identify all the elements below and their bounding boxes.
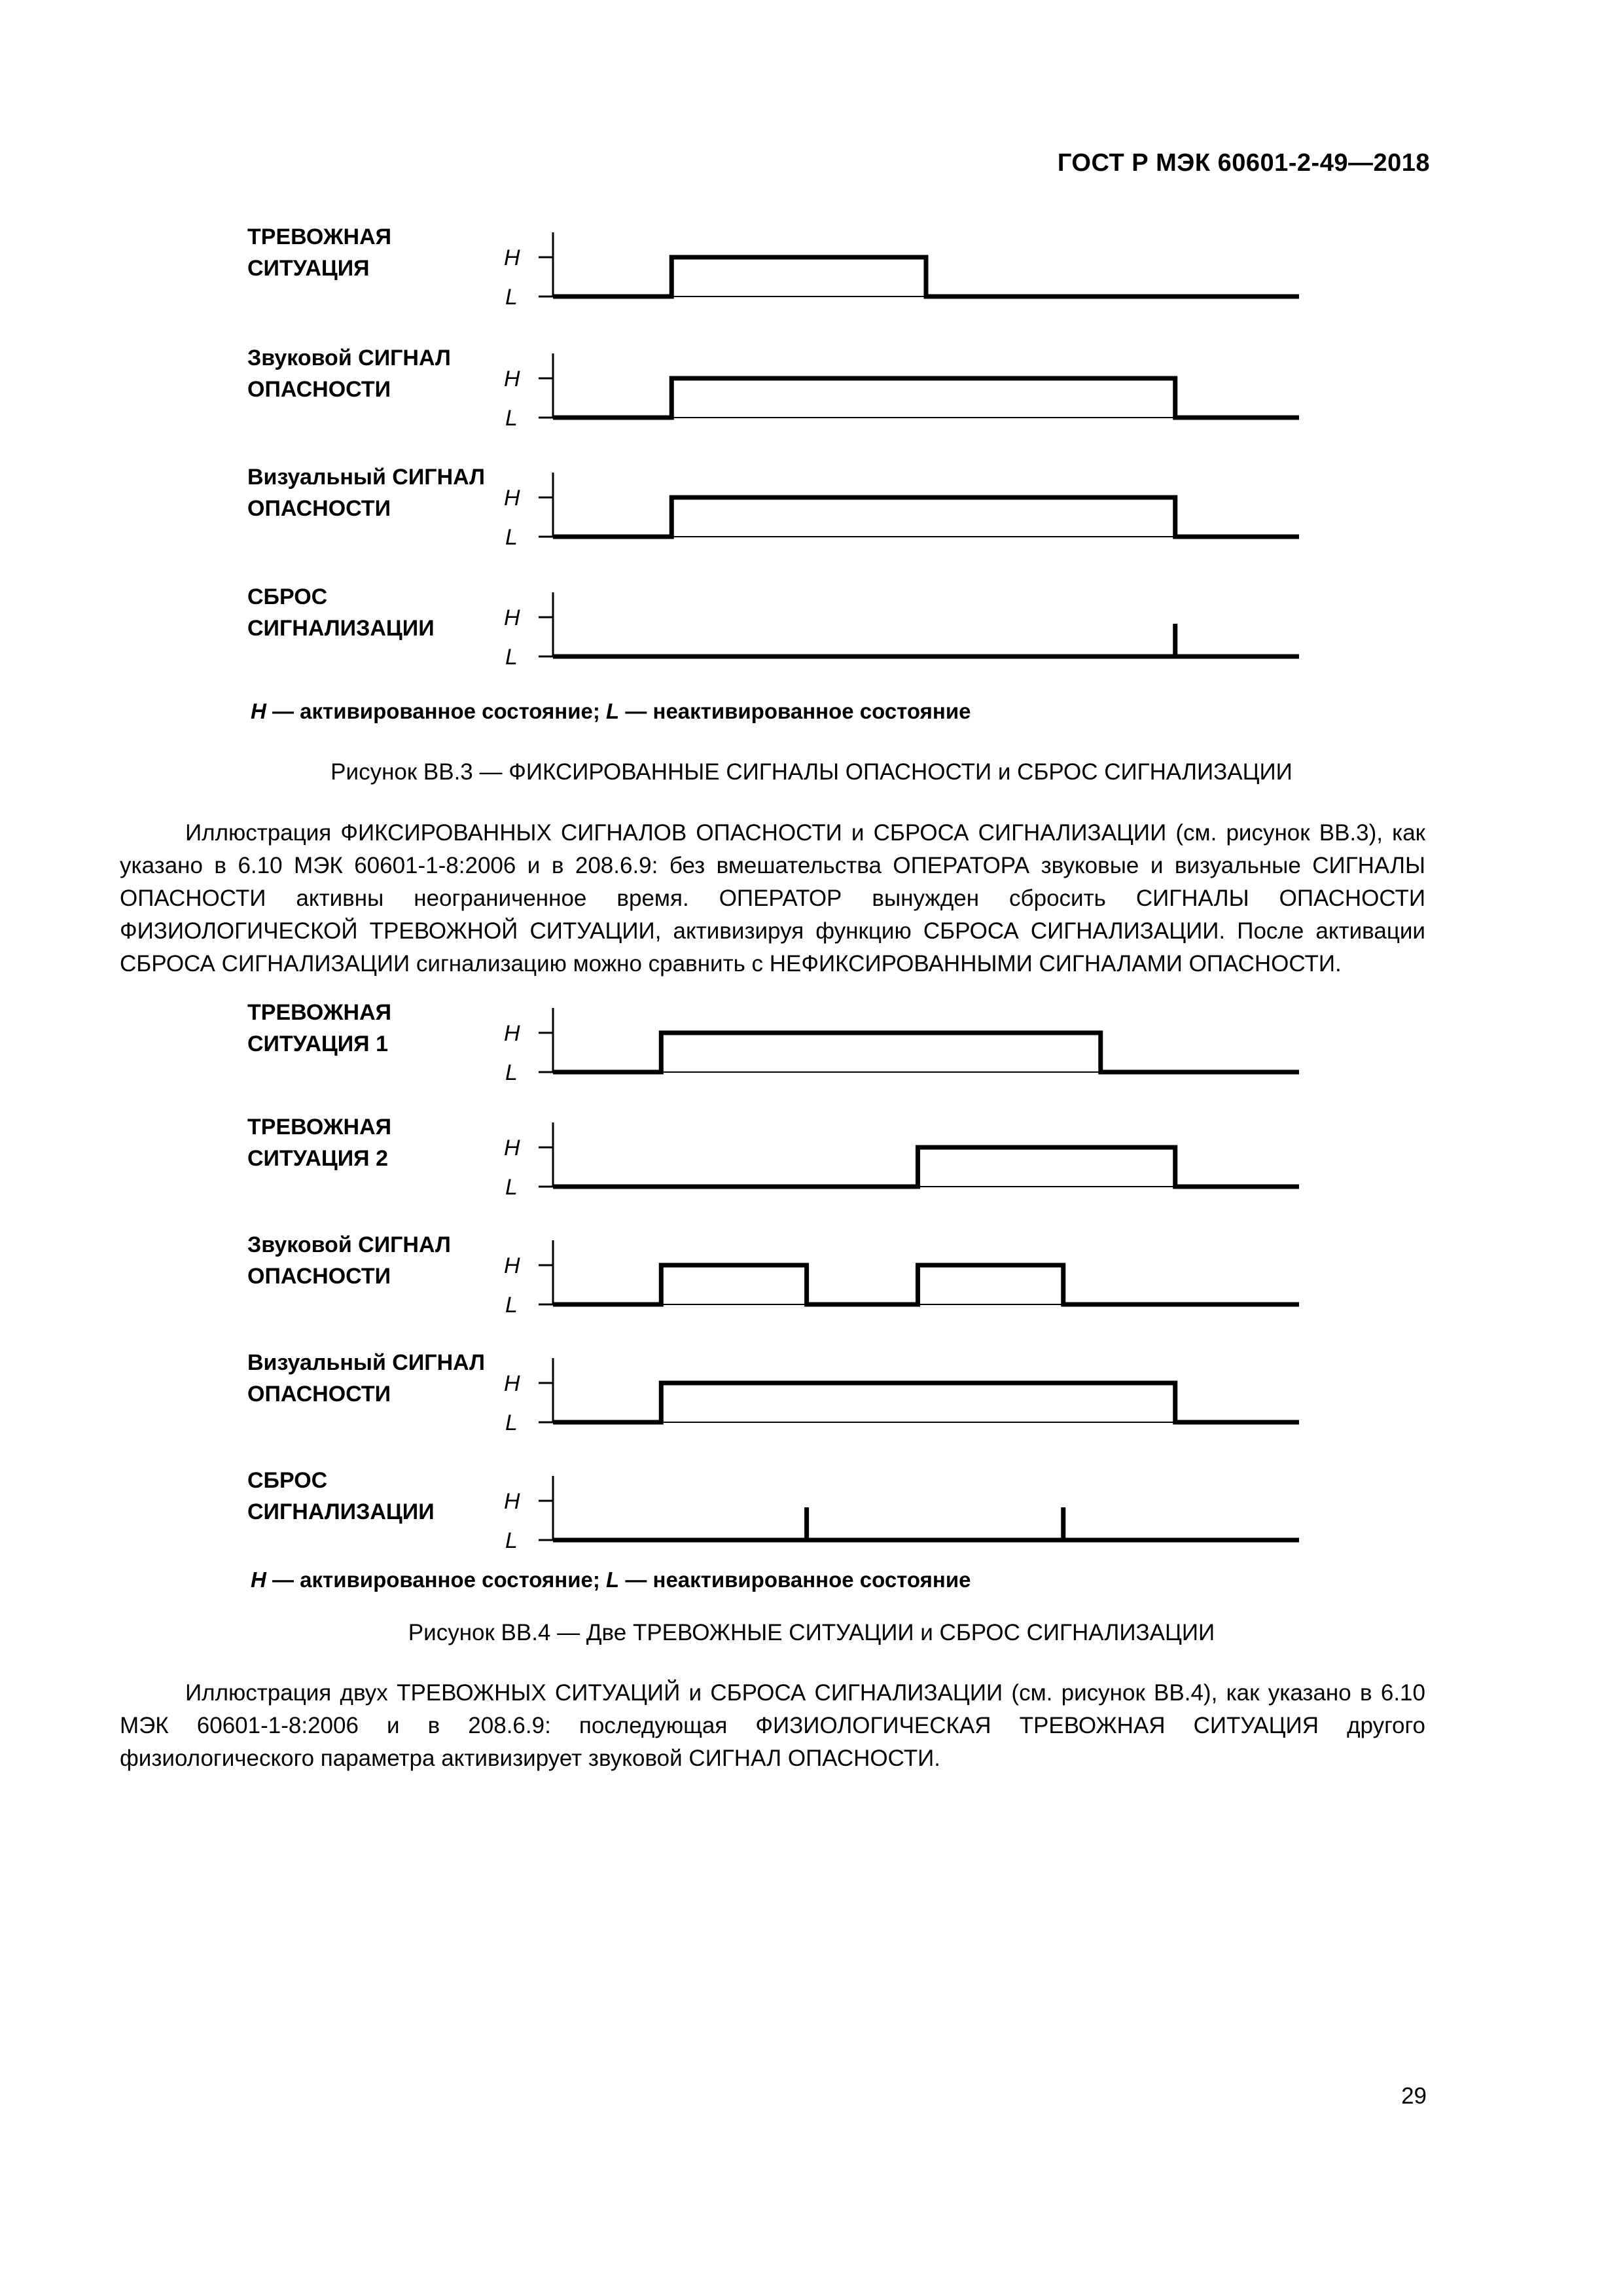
axis-letter-low: L	[505, 1528, 518, 1553]
bb4-signal-label: Визуальный СИГНАЛ	[247, 1350, 485, 1375]
axis-letter-high: H	[504, 486, 520, 511]
bb4-signal-label: СИТУАЦИЯ 1	[247, 1031, 388, 1056]
bb3-signal-label: ОПАСНОСТИ	[247, 496, 391, 521]
axis-letter-high: H	[504, 1021, 520, 1046]
bb4-legend: H — активированное состояние; L — неактивированное состояние	[251, 1568, 971, 1592]
bb3-signal-row-3	[247, 465, 1299, 550]
bb3-signal-waveform	[553, 497, 1299, 537]
axis-letter-high: H	[504, 605, 520, 630]
axis-letter-high: H	[504, 245, 520, 270]
bb4-signal-row-4	[247, 1350, 1299, 1435]
axis-letter-high: H	[504, 1489, 520, 1514]
bb4-signal-label: Звуковой СИГНАЛ	[247, 1232, 451, 1257]
axis-letter-low: L	[505, 525, 518, 550]
bb3-signal-label: Звуковой СИГНАЛ	[247, 346, 451, 370]
bb4-signal-label: СБРОС	[247, 1468, 328, 1493]
bb4-signal-waveform	[553, 1033, 1299, 1072]
bb3-signal-waveform	[553, 378, 1299, 418]
bb4-signal-label: ОПАСНОСТИ	[247, 1382, 391, 1407]
bb4-signal-waveform	[553, 1147, 1299, 1187]
axis-letter-high: H	[504, 1136, 520, 1160]
figure-bb4-timing-diagram	[0, 995, 1623, 1597]
axis-letter-low: L	[505, 1060, 518, 1085]
axis-letter-low: L	[505, 285, 518, 310]
axis-letter-low: L	[505, 1410, 518, 1435]
bb3-signal-label: ТРЕВОЖНАЯ	[247, 224, 392, 249]
figure-bb4-caption: Рисунок ВВ.4 — Две ТРЕВОЖНЫЕ СИТУАЦИИ и СБРОС СИГНАЛИЗАЦИИ	[408, 1620, 1215, 1645]
bb3-signal-row-2	[247, 346, 1299, 431]
bb3-signal-row-4	[247, 584, 1299, 670]
bb4-signal-label: ТРЕВОЖНАЯ	[247, 1115, 392, 1139]
bb3-signal-label: СИГНАЛИЗАЦИИ	[247, 616, 435, 641]
paragraph-1	[120, 817, 1425, 980]
bb4-signal-label: ОПАСНОСТИ	[247, 1264, 391, 1289]
paragraph-2-text: Иллюстрация двух ТРЕВОЖНЫХ СИТУАЦИЙ и СБРОСА СИГНАЛИЗАЦИИ (см. рисунок ВВ.4), как указано в 6.10 МЭК 60601-1-8:2006 и в 208.6.9: последующая ФИЗИОЛОГИЧЕСКАЯ ТРЕВОЖНАЯ СИТУАЦИЯ другого физиологического параметра активизирует звуковой СИГНАЛ ОПАСНОСТИ.	[120, 1680, 1425, 1771]
page-number: 29	[1401, 2083, 1427, 2109]
axis-letter-high: H	[504, 367, 520, 391]
bb3-signal-label: ОПАСНОСТИ	[247, 377, 391, 402]
bb3-signal-waveform	[553, 257, 1299, 296]
bb4-signal-row-3	[247, 1232, 1299, 1318]
figure-bb3-timing-diagram	[0, 216, 1623, 740]
paragraph-1-text: Иллюстрация ФИКСИРОВАННЫХ СИГНАЛОВ ОПАСНОСТИ и СБРОСА СИГНАЛИЗАЦИИ (см. рисунок ВВ.3), как указано в 6.10 МЭК 60601-1-8:2006 и в 208.6.9: без вмешательства ОПЕРАТОРА звуковые и визуальные СИГНАЛЫ ОПАСНОСТИ активны неограниченное время. ОПЕРАТОР вынужден сбросить СИГНАЛЫ ОПАСНОСТИ ФИЗИОЛОГИЧЕСКОЙ ТРЕВОЖНОЙ СИТУАЦИИ, активизируя функцию СБРОСА СИГНАЛИЗАЦИИ. После активации СБРОСА СИГНАЛИЗАЦИИ сигнализацию можно сравнить с НЕФИКСИРОВАННЫМИ СИГНАЛАМИ ОПАСНОСТИ.	[120, 820, 1425, 977]
bb3-signal-label: СБРОС	[247, 584, 328, 609]
bb4-signal-row-1	[247, 1000, 1299, 1085]
axis-letter-high: H	[504, 1371, 520, 1396]
bb4-signal-waveform	[553, 1383, 1299, 1422]
bb4-signal-row-5	[247, 1468, 1299, 1553]
bb4-signal-row-2	[247, 1115, 1299, 1200]
axis-letter-low: L	[505, 1293, 518, 1318]
bb4-signal-waveform	[553, 1265, 1299, 1304]
bb4-signal-label: СИТУАЦИЯ 2	[247, 1146, 388, 1171]
paragraph-2	[120, 1677, 1425, 1775]
bb4-signal-label: СИГНАЛИЗАЦИИ	[247, 1499, 435, 1524]
bb3-signal-label: СИТУАЦИЯ	[247, 256, 370, 281]
figure-bb3-caption: Рисунок ВВ.3 — ФИКСИРОВАННЫЕ СИГНАЛЫ ОПАСНОСТИ и СБРОС СИГНАЛИЗАЦИИ	[330, 759, 1293, 785]
axis-letter-low: L	[505, 1175, 518, 1200]
bb3-legend: H — активированное состояние; L — неактивированное состояние	[251, 699, 971, 723]
bb4-signal-label: ТРЕВОЖНАЯ	[247, 1000, 392, 1025]
bb3-signal-row-1	[247, 224, 1299, 310]
axis-letter-high: H	[504, 1253, 520, 1278]
bb3-signal-label: Визуальный СИГНАЛ	[247, 465, 485, 490]
axis-letter-low: L	[505, 406, 518, 431]
axis-letter-low: L	[505, 645, 518, 670]
document-header: ГОСТ Р МЭК 60601-2-49—2018	[1057, 149, 1430, 177]
